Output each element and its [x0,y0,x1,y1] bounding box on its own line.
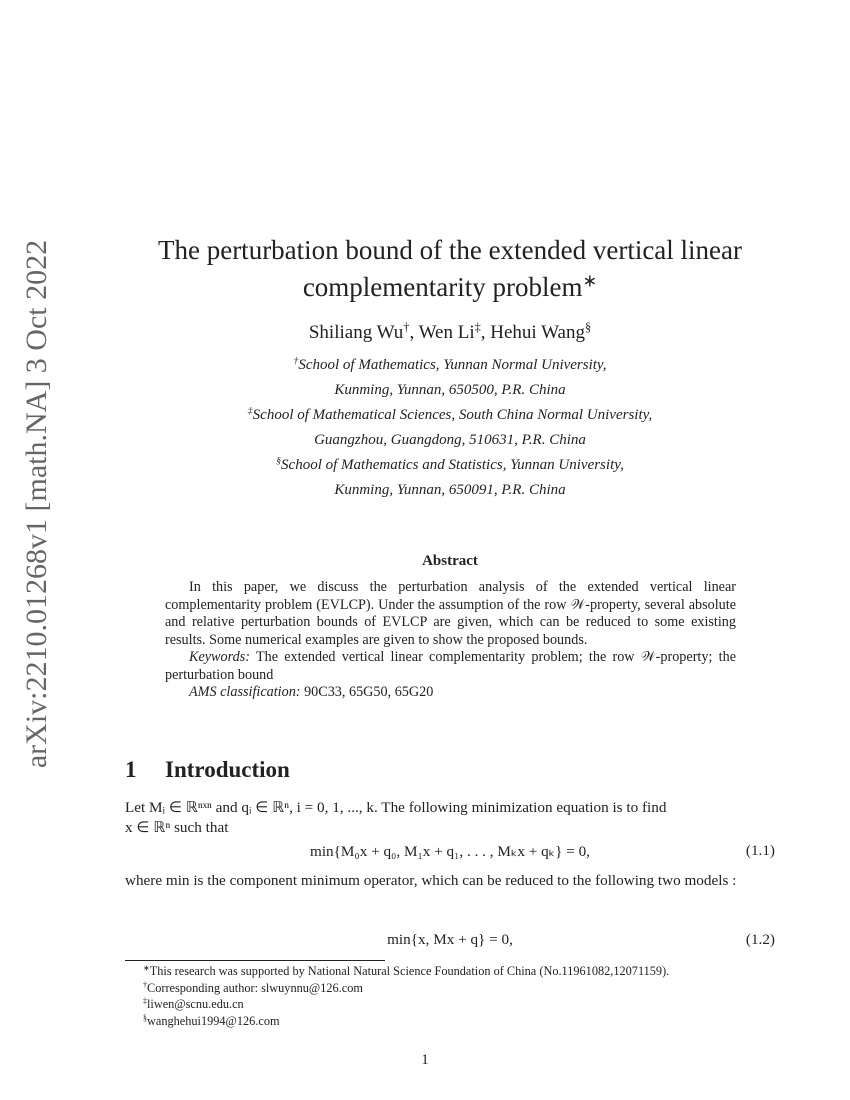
intro-paragraph-2: where min is the component minimum operator, which can be reduced to the following two models : [125,872,737,889]
affiliation-line: Guangzhou, Guangdong, 510631, P.R. China [314,432,586,448]
author-name: Hehui Wang [490,322,585,343]
author-list: Shiliang Wu†, Wen Li‡, Hehui Wang§ [308,320,592,343]
footnote-text: wanghehui1994@126.com [147,1013,280,1028]
page-number: 1 [421,1052,429,1068]
arxiv-stamp [12,239,62,769]
ams-label: AMS classification: [189,684,301,700]
affiliation-line: Kunming, Yunnan, 650091, P.R. China [334,482,566,498]
footnote-text: Corresponding author: slwuynnu@126.com [147,980,363,995]
affiliation-line: Kunming, Yunnan, 650500, P.R. China [334,382,566,398]
affiliation-mark: † [293,355,299,367]
section-number: 1 [125,757,137,782]
keywords [165,649,736,684]
equation-1-1 [125,842,775,864]
footnote [143,996,793,1013]
intro-line: Let Mᵢ ∈ ℝⁿˣⁿ and qᵢ ∈ ℝⁿ, i = 0, 1, ..., k. The following minimization equation is to find [125,799,667,816]
paper-title [100,232,800,306]
footnote [143,980,793,997]
abstract-body [165,579,736,702]
intro-paragraph-1 [125,798,775,838]
footnote-mark: § [143,1013,147,1023]
author-name: Shiliang Wu [308,322,404,343]
footnote-rule [125,960,385,961]
section-title: Introduction [165,757,290,782]
abstract-text: In this paper, we discuss the perturbation analysis of the extended vertical linear complementarity problem (EVLCP). Under the assumption of the row 𝒲-property, several absolute and relative perturbation bounds of EVLCP are given, which can be reduced to some existing results. Some numerical examples are given to show the proposed bounds. [165,579,736,648]
equation-number: (1.1) [745,842,775,859]
affiliation-line: School of Mathematical Sciences, South China Normal University, [252,407,653,423]
author-mark: ‡ [474,320,481,335]
ams-classification [165,684,736,702]
footnote [143,1013,793,1030]
footnote-mark: ‡ [143,996,147,1006]
title-footnote-mark: ∗ [582,270,598,291]
footnote-text: liwen@scnu.edu.cn [147,997,244,1011]
ams-codes: 90C33, 65G50, 65G20 [304,684,434,700]
title-line-2: complementarity problem [302,272,583,302]
keywords-label: Keywords: [189,649,250,665]
footnote [143,963,793,980]
equation-number: (1.2) [745,931,775,948]
affiliation-line: School of Mathematics and Statistics, Yunnan University, [281,457,624,473]
affiliations [100,353,800,503]
author-name: Wen Li [418,322,475,343]
footnotes [143,963,793,1029]
equation-text: min{x, Mx + q} = 0, [387,931,513,948]
affiliation-mark: § [276,455,282,467]
equation-text: min{M₀x + q₀, M₁x + q₁, . . . , Mₖx + qₖ} = 0, [310,843,590,860]
footnote-text: This research was supported by National Natural Science Foundation of China (No.11961082,12071159). [149,964,670,978]
abstract-heading: Abstract [422,553,478,569]
affiliation-mark: ‡ [247,405,253,417]
keywords-text: The extended vertical linear complementarity problem; the row 𝒲-property; the perturbation bound [165,649,736,683]
title-line-1: The perturbation bound of the extended vertical linear [157,235,743,265]
author-mark: † [403,320,410,335]
section-heading [125,757,290,783]
affiliation-line: School of Mathematics, Yunnan Normal University, [298,357,607,373]
footnote-mark: ∗ [143,963,150,973]
footnote-mark: † [143,980,147,990]
arxiv-stamp-text: arXiv:2210.01268v1 [math.NA] 3 Oct 2022 [20,239,53,769]
intro-line: x ∈ ℝⁿ such that [125,819,229,836]
author-mark: § [584,320,592,335]
equation-1-2 [125,931,775,953]
